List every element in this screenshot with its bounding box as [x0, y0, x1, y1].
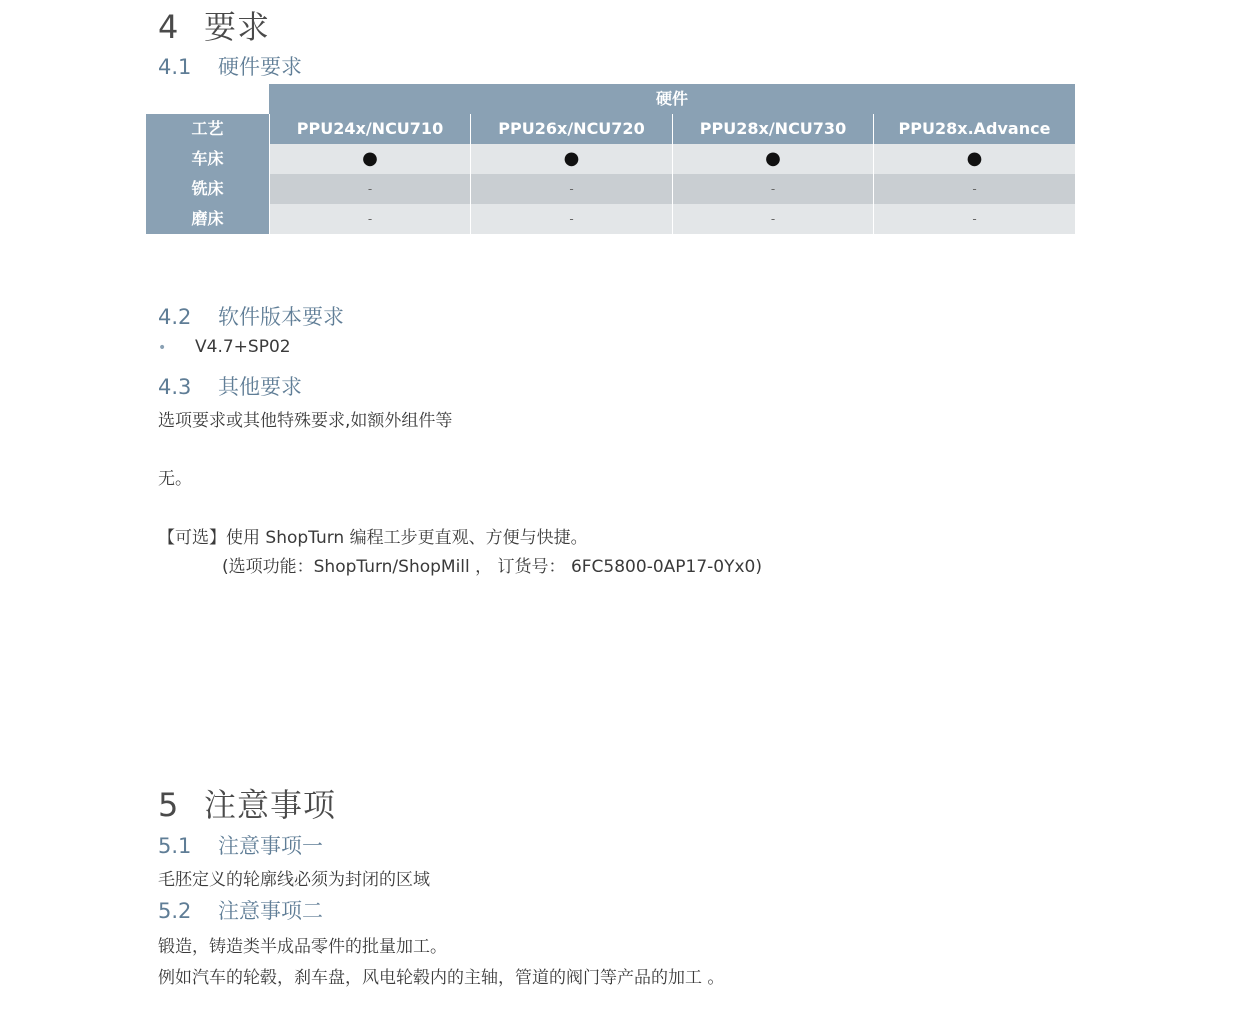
- section-4-1-title: 硬件要求: [218, 55, 302, 79]
- note-2-line-1: 锻造，铸造类半成品零件的批量加工。: [158, 937, 447, 957]
- table-cell: -: [470, 204, 672, 234]
- note-2-line-2: 例如汽车的轮毂，刹车盘，风电轮毂内的主轴，管道的阀门等产品的加工 。: [158, 968, 725, 988]
- column-header: PPU28x.Advance: [873, 114, 1075, 144]
- table-cell: -: [672, 204, 873, 234]
- other-requirements-text: 选项要求或其他特殊要求,如额外组件等: [158, 411, 453, 431]
- row-header: 车床: [146, 144, 269, 174]
- section-4-number: 4: [158, 8, 180, 46]
- table-header-row: [146, 114, 1075, 144]
- section-4-title: 要求: [204, 8, 271, 46]
- table-cell: -: [873, 204, 1075, 234]
- hardware-table: [146, 84, 1075, 234]
- table-cell: -: [470, 174, 672, 204]
- section-4-3-title: 其他要求: [218, 375, 302, 399]
- column-header: PPU28x/NCU730: [672, 114, 873, 144]
- option-order-number-text: (选项功能：ShopTurn/ShopMill ， 订货号： 6FC5800-0AP17-0Yx0): [222, 557, 762, 577]
- section-4-2-number: 4.2: [158, 305, 192, 329]
- table-cell: ●: [873, 144, 1075, 174]
- table-group-header-row: [146, 84, 1075, 114]
- table-row: [146, 204, 1075, 234]
- section-4-2-title: 软件版本要求: [218, 305, 344, 329]
- section-4-1-number: 4.1: [158, 55, 192, 79]
- section-5-2-heading: [158, 895, 323, 925]
- section-4-1-heading: [158, 51, 302, 81]
- row-header: 铣床: [146, 174, 269, 204]
- section-4-3-heading: [158, 371, 302, 401]
- table-cell: -: [269, 204, 470, 234]
- table-cell: -: [873, 174, 1075, 204]
- software-version-item: V4.7+SP02: [195, 337, 291, 357]
- table-cell: ●: [470, 144, 672, 174]
- table-row: [146, 174, 1075, 204]
- row-header: 磨床: [146, 204, 269, 234]
- section-5-2-number: 5.2: [158, 899, 192, 923]
- table-cell: -: [672, 174, 873, 204]
- table-cell: -: [269, 174, 470, 204]
- section-4-heading: [158, 2, 270, 48]
- section-5-2-title: 注意事项二: [218, 899, 323, 923]
- table-cell: ●: [269, 144, 470, 174]
- note-1-text: 毛胚定义的轮廓线必须为封闭的区域: [158, 870, 430, 890]
- optional-shopturn-text: 【可选】使用 ShopTurn 编程工步更直观、方便与快捷。: [158, 528, 588, 548]
- table-row: [146, 144, 1075, 174]
- section-4-3-number: 4.3: [158, 375, 192, 399]
- section-5-1-title: 注意事项一: [218, 834, 323, 858]
- section-5-1-number: 5.1: [158, 834, 192, 858]
- section-5-title: 注意事项: [204, 786, 337, 824]
- section-5-heading: [158, 780, 336, 826]
- section-5-number: 5: [158, 786, 180, 824]
- table-group-header: 硬件: [269, 84, 1075, 114]
- column-header: PPU24x/NCU710: [269, 114, 470, 144]
- table-corner-header: 工艺: [146, 114, 269, 144]
- table-cell: ●: [672, 144, 873, 174]
- section-5-1-heading: [158, 830, 323, 860]
- column-header: PPU26x/NCU720: [470, 114, 672, 144]
- bullet-icon: •: [158, 340, 167, 356]
- section-4-2-heading: [158, 301, 344, 331]
- none-text: 无。: [158, 469, 192, 489]
